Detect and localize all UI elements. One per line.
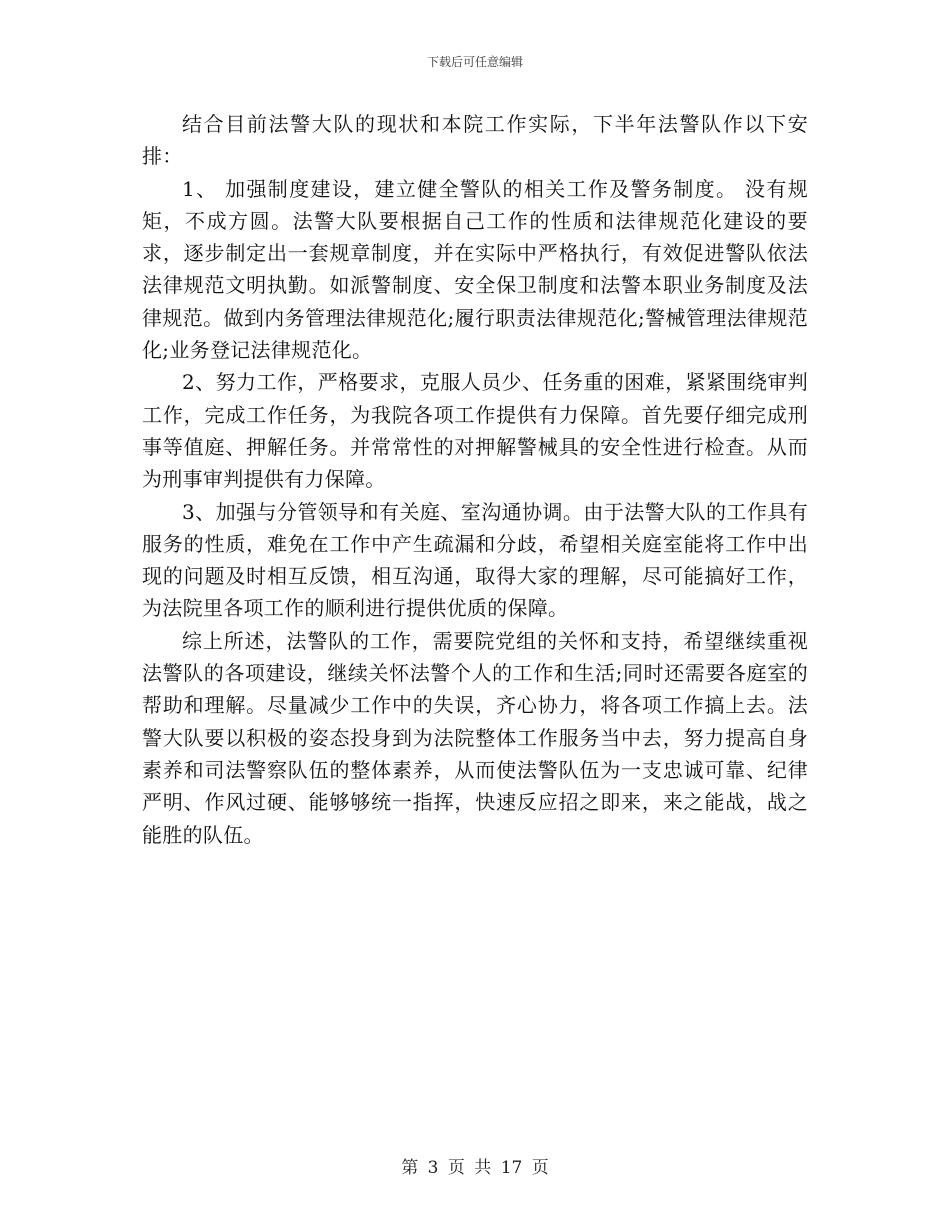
paragraph-item-2: 2、努力工作，严格要求，克服人员少、任务重的困难，紧紧围绕审判工作，完成工作任务，为我院各项工作提供有力保障。首先要仔细完成刑事等值庭、押解任务。并常常性的对押解警械具的安全性进行检查。从而为刑事审判提供有力保障。 — [142, 370, 808, 492]
paragraph-intro: 结合目前法警大队的现状和本院工作实际，下半年法警队作以下安排： — [142, 112, 808, 169]
paragraph-item-1: 1、 加强制度建设，建立健全警队的相关工作及警务制度。 没有规矩，不成方圆。法警大队要根据自己工作的性质和法律规范化建设的要求，逐步制定出一套规章制度，并在实际中严格执行，有效促进警队依法法律规范文明执勤。如派警制度、安全保卫制度和法警本职业务制度及法律规范。做到内务管理法律规范化;履行职责法律规范化;警械管理法律规范化;业务登记法律规范化。 — [142, 176, 808, 363]
document-body — [142, 108, 808, 851]
paragraph-item-3: 3、加强与分管领导和有关庭、室沟通协调。由于法警大队的工作具有服务的性质，难免在工作中产生疏漏和分歧，希望相关庭室能将工作中出现的问题及时相互反馈，相互沟通，取得大家的理解，尽可能搞好工作，为法院里各项工作的顺利进行提供优质的保障。 — [142, 499, 808, 621]
header-note: 下载后可任意编辑 — [426, 55, 523, 69]
paragraph-summary: 综上所述，法警队的工作，需要院党组的关怀和支持，希望继续重视法警队的各项建设，继续关怀法警个人的工作和生活;同时还需要各庭室的帮助和理解。尽量减少工作中的失误，齐心协力，将各项工作搞上去。法警大队要以积极的姿态投身到为法院整体工作服务当中去，努力提高自身素养和司法警察队伍的整体素养，从而使法警队伍为一支忠诚可靠、纪律严明、作风过硬、能够够统一指挥，快速反应招之即来，来之能战，战之能胜的队伍。 — [142, 628, 808, 847]
page-number: 第 3 页 共 17 页 — [401, 1158, 549, 1178]
